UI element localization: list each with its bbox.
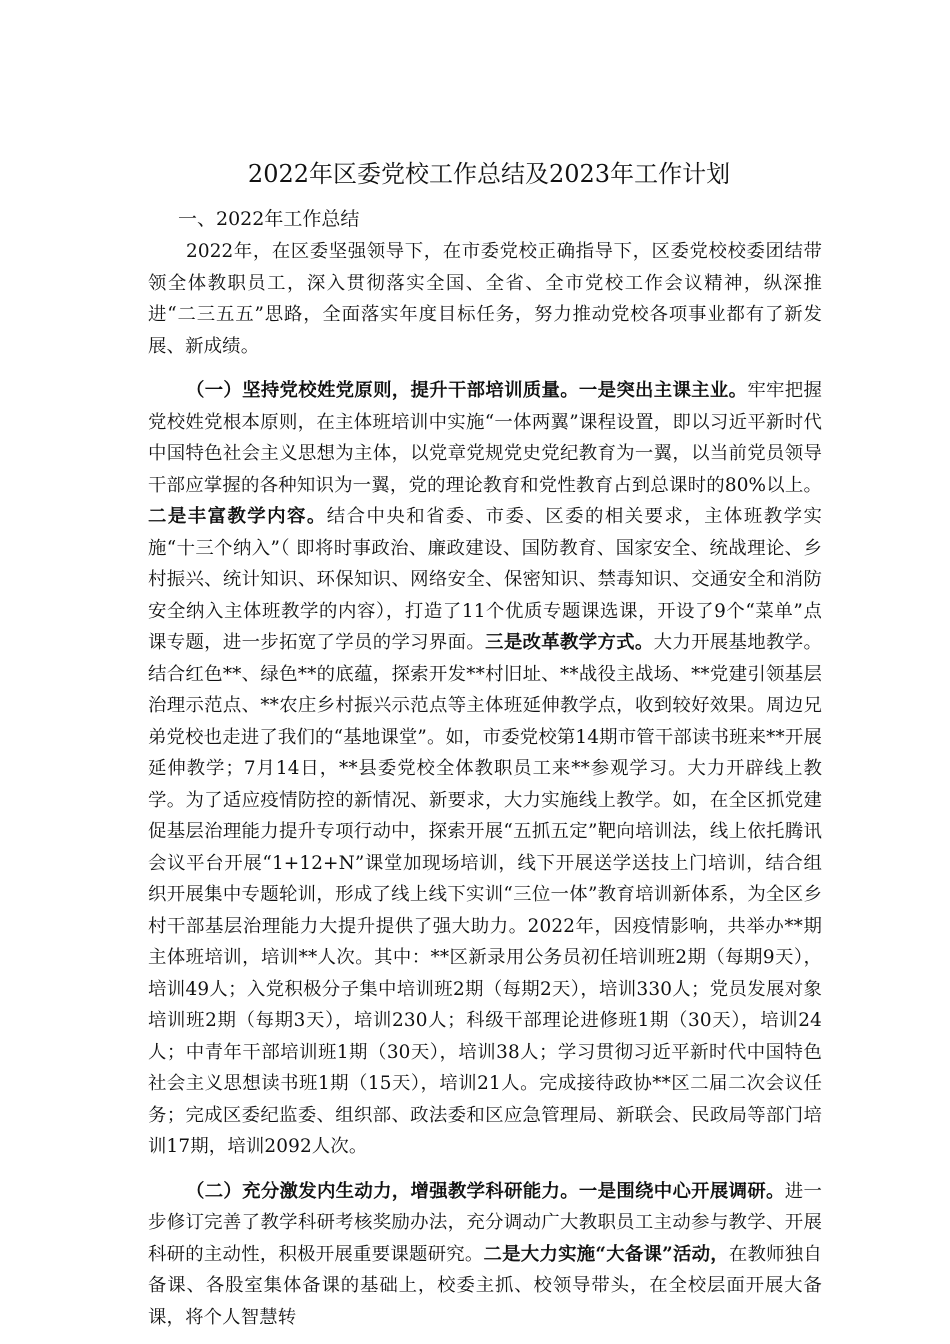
section-heading: 一、2022年工作总结 [178, 208, 360, 230]
intro-paragraph: 2022年，在区委坚强领导下，在市委党校正确指导下，区委党校校委团结带领全体教职员工，深入贯彻落实全国、全省、全市党校工作会议精神，纵深推进“二三五五”思路，全面落实年度目标任务，努力推动党校各项事业都有了新发展、新成绩。 [148, 241, 822, 357]
section-1-text-3: 大力开展基地教学。结合红色**、绿色**的底蕴，探索开发**村旧址、**战役主战场、**党建引领基层治理示范点、**农庄乡村振兴示范点等主体班延伸教学点，收到较好效果。周边兄弟党校也走进了我们的“基地课堂”。如，市委党校第14期市管干部读书班来**开展延伸教学；7月14日，**县委党校全体教职员工来**参观学习。大力开辟线上教学。为了适应疫情防控的新情况、新要求，大力实施线上教学。如，在全区抓党建促基层治理能力提升专项行动中，探索开展“五抓五定”靶向培训法，线上依托腾讯会议平台开展“1+12+N”课堂加现场培训，线下开展送学送技上门培训，结合组织开展集中专题轮训，形成了线上线下实训“三位一体”教育培训新体系，为全区乡村干部基层治理能力大提升提供了强大助力。2022年，因疫情影响，共举办**期主体班培训，培训**人次。其中：**区新录用公务员初任培训班2期（每期9天），培训49人；入党积极分子集中培训班2期（每期2天），培训330人；党员发展对象培训班2期（每期3天），培训230人；科级干部理论进修班1期（30天），培训24人；中青年干部培训班1期（30天），培训38人；学习贯彻习近平新时代中国特色社会主义思想读书班1期（15天），培训21人。完成接待政协**区二届二次会议任务；完成区委纪监委、组织部、政法委和区应急管理局、新联会、民政局等部门培训17期，培训2092人次。 [148, 632, 822, 1157]
section-1-lead-3: 三是改革教学方式。 [485, 632, 654, 653]
section-1-paragraph [148, 375, 822, 1163]
section-2-heading: （二）充分激发内生动力，增强教学科研能力。 [186, 1180, 579, 1202]
section-2-lead-2: 二是大力实施“大备课”活动， [483, 1243, 729, 1265]
section-1-heading: （一）坚持党校姓党原则，提升干部培训质量。 [186, 380, 579, 401]
section-2-lead-1: 一是围绕中心开展调研。 [578, 1180, 785, 1202]
section-1-text-2: 结合中央和省委、市委、区委的相关要求，主体班教学实施“十三个纳入”（ 即将时事政治、廉政建设、国防教育、国家安全、统战理论、乡村振兴、统计知识、环保知识、网络安全、保密知识、禁毒知识、交通安全和消防安全纳入主体班教学的内容），打造了11个优质专题课选课，开设了9个“菜单”点课专题，进一步拓宽了学员的学习界面。 [148, 506, 822, 653]
section-2-text-2: 在教师独自备课、各股室集体备课的基础上，校委主抓、校领导带头，在全校层面开展大备课，将个人智慧转 [148, 1243, 822, 1328]
section-1-lead-1: 一是突出主课主业。 [578, 380, 748, 401]
section-1-lead-2: 二是丰富教学内容。 [148, 506, 327, 527]
section-2-text-1: 进一步修订完善了教学科研考核奖励办法，充分调动广大教职员工主动参与教学、开展科研的主动性，积极开展重要课题研究。 [148, 1180, 822, 1265]
section-2-paragraph [148, 1176, 822, 1334]
section-1-text-1: 牢牢把握党校姓党根本原则，在主体班培训中实施“一体两翼”课程设置，即以习近平新时代中国特色社会主义思想为主体，以党章党规党史党纪教育为一翼，以当前党员领导干部应掌握的各种知识为一翼，党的理论教育和党性教育占到总课时的80%以上。 [148, 380, 822, 496]
document-title: 2022年区委党校工作总结及2023年工作计划 [247, 160, 731, 188]
